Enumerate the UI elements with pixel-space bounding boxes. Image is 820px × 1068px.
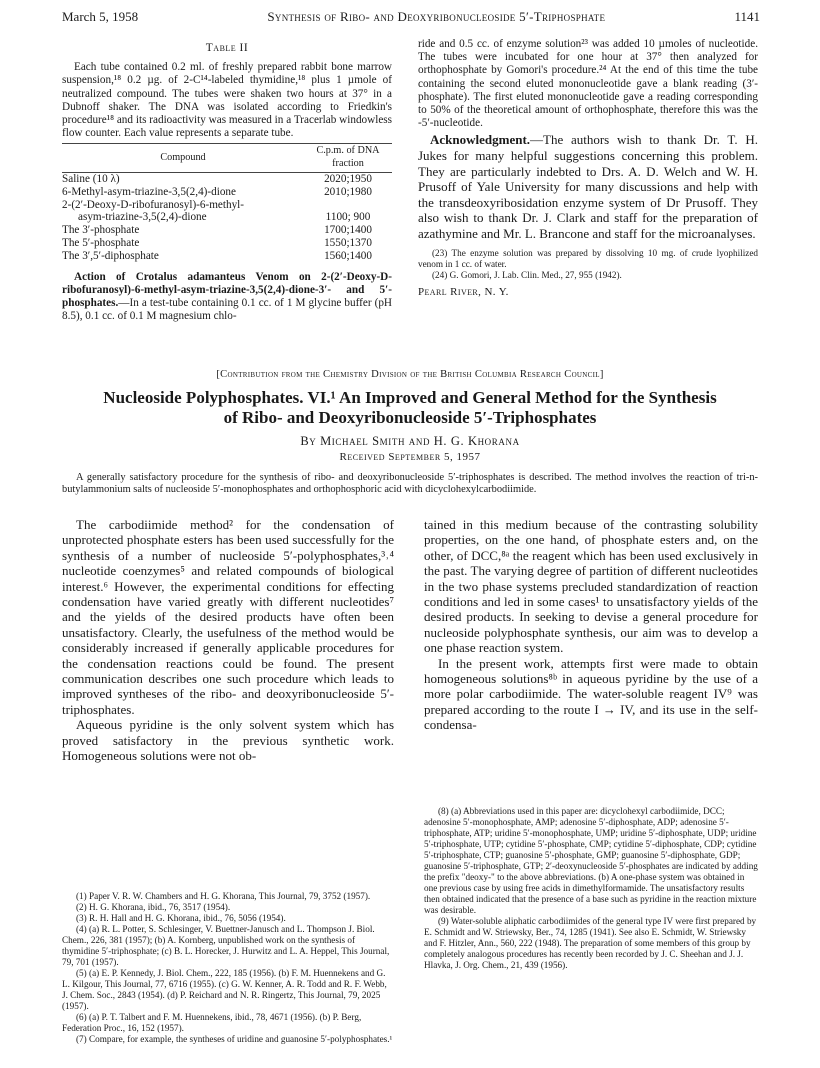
table-row (62, 250, 392, 263)
table-col-compound: Compound (62, 144, 304, 173)
top-left-column (62, 38, 392, 323)
table-cell-compound: The 5′-phosphate (62, 237, 140, 249)
table-cell-cpm: 2010;1980 (324, 185, 372, 198)
table-cell-compound: Saline (10 λ) (62, 173, 120, 186)
table-title: Table II (205, 42, 249, 54)
footnote: (8) (a) Abbreviations used in this paper are: dicyclohexyl carbodiimide, DCC; adenosine 5′-monophosphate, AMP; adenosine 5′-diphosphate, ADP; adenosine 5′-triphosphate, ATP; uridine 5′-monophosphate, UMP; uridine 5′-diphosphate, UDP; uridine 5′-triphosphate, UTP; cytidine 5′-phosphate, CMP; cytidine 5′-diphosphate, CDP; cytidine 5′-triphosphate, CTP; guanosine 5′-phosphate, GMP; guanosine 5′-diphosphate, GDP; guanosine 5′-triphosphate, GTP; 2′-deoxynucleoside 5′-phosphates are indicated by adding the prefix "deoxy-" to the above abbreviations. (b) A one-phase system was obtained in one previous case by using free acids in dimethylformamide. The unsatisfactory results then obtained indicated that the presence of a base such as pyridine in the reaction mixture was desirable. (424, 806, 758, 915)
body-paragraph-4: In the present work, attempts first were made to obtain homogeneous solutions⁸ᵇ in aqueous pyridine by the use of a more polar carbodiimide. The water-soluble reagent IV⁹ was prepared according to the route I → IV, and its use in the self-condensa- (424, 655, 758, 733)
table-body (62, 173, 392, 263)
header-date: March 5, 1958 (62, 9, 139, 24)
running-head (62, 9, 760, 29)
table-cell-cpm: 1700;1400 (324, 224, 372, 237)
table-col-cpm: C.p.m. of DNA fraction (304, 144, 392, 173)
authors: By Michael Smith and H. G. Khorana (300, 434, 520, 448)
address: Pearl River, N. Y. (418, 285, 509, 298)
action-text: —In a test-tube containing 0.1 cc. of 1 M glycine buffer (pH 8.5), 0.1 cc. of 0.1 M magnesium chlo- (62, 297, 392, 323)
article-title-line-2: of Ribo- and Deoxyribonucleoside 5′-Triphosphates (223, 408, 597, 427)
header-title: Synthesis of Ribo- and Deoxyribonucleoside 5′-Triphosphate (267, 9, 606, 24)
table-cell-cpm: 2020;1950 (324, 173, 372, 186)
top-right-column (418, 38, 758, 299)
body-paragraph-3: tained in this medium because of the contrasting solubility properties, on the one hand, of phosphate esters and, on the other, of DCC,⁸ᵃ the reagent which has been used exclusively in the past. The varying degree of partition of different nucleotides in the two phase systems precluded standardization of reaction conditions and led in some cases¹ to unsatisfactory yields of the desired products. In seeking to devise a general procedure for nucleoside polyphosphate synthesis, our aim was to develop a one phase reaction system. (424, 517, 758, 656)
table-cell-compound: The 3′,5′-diphosphate (62, 249, 159, 262)
table-cell-compound: 2-(2′-Deoxy-D-ribofuranosyl)-6-methyl- (62, 198, 245, 211)
footnote-24: (24) G. Gomori, J. Lab. Clin. Med., 27, 955 (1942). (432, 269, 622, 280)
top-footnotes (418, 248, 758, 281)
footnote: (7) Compare, for example, the syntheses of uridine and guanosine 5′-polyphosphates.¹ (76, 1034, 393, 1044)
table-cell-cpm: 1550;1370 (324, 237, 372, 249)
footnote: (2) H. G. Khorana, ibid., 76, 3517 (1954). (76, 902, 231, 912)
table-row (62, 224, 392, 237)
action-heading: Action of Crotalus adamanteus Venom on 2-(2′-Deoxy-D-ribofuranosyl)-6-methyl-asym-triazine-3,5(2,4)-dione-3′- and 5′-phosphates. (62, 270, 392, 309)
action-paragraph (62, 271, 392, 324)
footnote: (9) Water-soluble aliphatic carbodiimides of the general type IV were first prepared by E. Schmidt and W. Striewsky, Ber., 74, 1285 (1941). See also E. Schmidt, W. Striewsky and F. Hitzler, Ann., 560, 222 (1948). The preparation of some members of this group by completely analogous procedures has recently been recorded by J. C. Sheehan and J. J. Hlavka, J. Org. Chem., 21, 439 (1956). (424, 916, 757, 970)
abstract: A generally satisfactory procedure for the synthesis of ribo- and deoxyribonucleoside 5′-triphosphates is described. The method involves the reaction of tri-n-butylammonium salts of nucleoside 5′-monophosphates and orthophosphoric acid with dicyclohexylcarbodiimide. (62, 472, 758, 496)
ack-text: —The authors wish to thank Dr. T. H. Jukes for many helpful suggestions concerning this problem. They are particularly indebted to Drs. A. D. Welch and W. H. Prusoff of Yale University for many discussions and help with the transdeoxyribosidation enzyme system of Dr Prusoff. They also wish to thank Dr. J. Clark and staff for the preparation of azathymine and Mr. L. Brancone and staff for the microanalyses. (418, 132, 758, 241)
footnotes-left (62, 891, 394, 1045)
footnote: (4) (a) R. L. Potter, S. Schlesinger, V. Buettner-Janusch and L. Thompson J. Biol. Chem., 226, 381 (1957); (b) A. Kornberg, unpublished work on the synthesis of thymidine 5′-triphosphate; (c) B. L. Horecker, J. Hurwitz and L. A. Heppel, This Journal, 79, 701 (1957). (62, 924, 390, 967)
body-left-column (62, 517, 394, 764)
table-row (62, 211, 392, 224)
table-row (62, 186, 392, 199)
enzyme-paragraph: ride and 0.5 cc. of enzyme solution²³ was added 10 µmoles of nucleotide. The tubes were incubated for one hour at 37° then analyzed for orthophosphate by Gomori's procedure.²⁴ At the end of this time the tube containing the second eluted mononucleotide gave a blank reading (3′-phosphate). The first eluted mononucleotide gave a reading corresponding to 50% of the theoretical amount of orthophosphate, therefore this was the -5′-nucleotide. (418, 38, 758, 130)
body-paragraph-2: Aqueous pyridine is the only solvent system which has proved satisfactory in the previous synthetic work. Homogeneous solutions were not ob- (62, 717, 394, 764)
table-row (62, 237, 392, 250)
body-right-column (424, 517, 758, 733)
footnote: (5) (a) E. P. Kennedy, J. Biol. Chem., 222, 185 (1956). (b) F. M. Huennekens and G. L. Kilgour, This Journal, 77, 6716 (1955). (c) G. W. Kenner, A. R. Todd and R. F. Webb, J. Chem. Soc., 2843 (1954). (d) P. Reichard and N. R. Ringertz, This Journal, 79, 2025 (1957). (62, 968, 387, 1011)
footnotes-right (424, 806, 758, 971)
footnote-23: (23) The enzyme solution was prepared by dissolving 10 mg. of crude lyophilized venom in 1 cc. of water. (418, 247, 758, 269)
ack-heading: Acknowledgment. (430, 132, 531, 148)
acknowledgment-paragraph (418, 132, 758, 241)
table-note: Each tube contained 0.2 ml. of freshly prepared rabbit bone marrow suspension,¹⁸ 0.2 µg. of 2-C¹⁴-labeled thymidine,¹⁸ plus 1 µmole of neutralized compound. The tubes were shaken two hours at 37° in a Dubnoff shaker. The DNA was isolated according to Friedkin's procedure¹⁸ and its radioactivity was measured in a Tracerlab windowless flow counter. Each value represents a separate tube. (62, 61, 392, 140)
table-cell-compound: 6-Methyl-asym-triazine-3,5(2,4)-dione (62, 185, 236, 198)
table-cell-cpm (304, 199, 392, 212)
table-cell-cpm: 1560;1400 (324, 249, 372, 262)
results-table (62, 143, 392, 262)
table-cell-compound: The 3′-phosphate (62, 224, 140, 237)
body-paragraph-1: The carbodiimide method² for the condensation of unprotected phosphate esters has been used successfully for the synthesis of a number of nucleoside 5′-polyphosphates,³˒⁴ nucleotide coenzymes⁵ and related compounds of biological interest.⁶ However, the experimental conditions for effecting condensation have varied greatly with different nucleotides⁷ and the yields of the desired products have often been unsatisfactory. Clearly, the usefulness of the method would be considerably increased if generally applicable procedures for the condensation reactions could be found. The present communication describes one such procedure which leads to improved syntheses of the ribo- and deoxyribonucleoside 5′-triphosphates. (62, 517, 394, 717)
article-title-line-1: Nucleoside Polyphosphates. VI.¹ An Improved and General Method for the Synthesis (103, 388, 717, 407)
header-page-number: 1141 (734, 9, 760, 24)
contribution-line: [Contribution from the Chemistry Division of the British Columbia Research Council] (216, 369, 604, 380)
table-cell-compound: asym-triazine-3,5(2,4)-dione (78, 211, 207, 224)
article-title (62, 388, 758, 428)
footnote: (1) Paper V. R. W. Chambers and H. G. Khorana, This Journal, 79, 3752 (1957). (76, 891, 371, 901)
table-row (62, 173, 392, 186)
footnote: (6) (a) P. T. Talbert and F. M. Huennekens, ibid., 78, 4671 (1956). (b) P. Berg, Federation Proc., 16, 152 (1957). (62, 1012, 362, 1033)
table-cell-cpm: 1100; 900 (325, 211, 371, 224)
table-row (62, 199, 392, 212)
footnote: (3) R. H. Hall and H. G. Khorana, ibid., 76, 5056 (1954). (76, 913, 286, 923)
received-date: Received September 5, 1957 (339, 451, 481, 463)
